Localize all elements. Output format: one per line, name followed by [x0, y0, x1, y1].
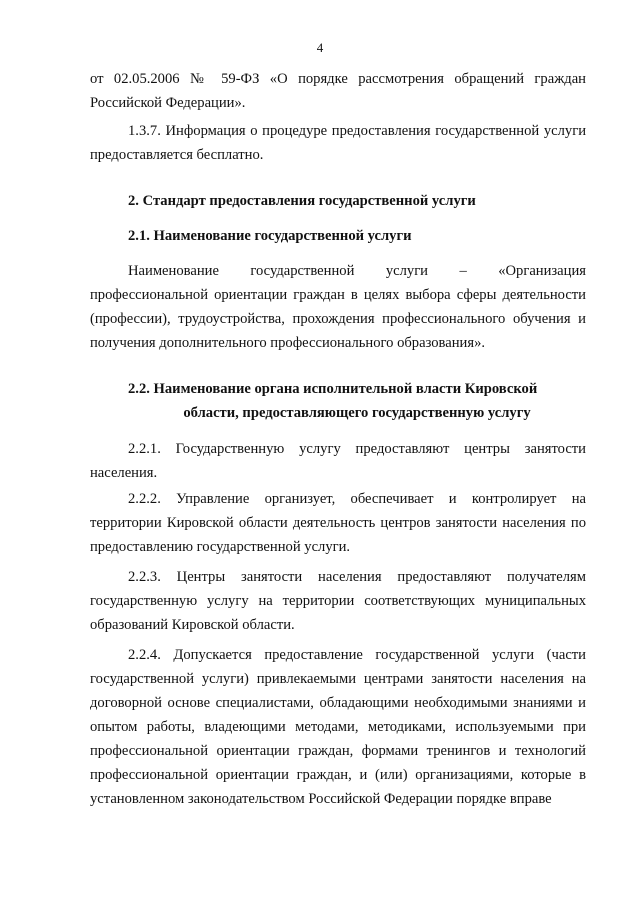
- paragraph-1-3-7: [90, 119, 586, 167]
- heading-text: 2. Стандарт предоставления государственной услуги: [128, 193, 476, 209]
- heading-line-1: 2.2. Наименование органа исполнительной власти Кировской: [128, 381, 538, 397]
- paragraph-text: Наименование государственной услуги – «Организация профессиональной ориентации граждан в целях выбора сферы деятельности (профессии), трудоустройства, прохождения профессионального обучения и получения дополнительного профессионального образования».: [90, 263, 586, 351]
- paragraph-continuation: [90, 67, 586, 115]
- paragraph-2-2-1: [90, 437, 586, 485]
- paragraph-2-1: [90, 259, 586, 355]
- page-number: 4: [316, 40, 324, 55]
- paragraph-2-2-4: [90, 643, 586, 811]
- section-heading-2-1: [90, 224, 586, 248]
- paragraph-text: 2.2.1. Государственную услугу предоставляют центры занятости населения.: [90, 441, 586, 481]
- paragraph-text: от 02.05.2006 № 59-ФЗ «О порядке рассмотрения обращений граждан Российской Федерации».: [90, 71, 586, 111]
- section-heading-2: [90, 189, 586, 213]
- paragraph-text: 2.2.3. Центры занятости населения предоставляют получателям государственную услугу на территории соответствующих муниципальных образований Кировской области.: [90, 569, 586, 633]
- paragraph-2-2-2: [90, 487, 586, 559]
- heading-text: 2.1. Наименование государственной услуги: [128, 228, 412, 244]
- paragraph-text: 1.3.7. Информация о процедуре предоставления государственной услуги предоставляется бесплатно.: [90, 123, 586, 163]
- paragraph-text: 2.2.2. Управление организует, обеспечивает и контролирует на территории Кировской области деятельность центров занятости населения по предоставлению государственной услуги.: [90, 491, 586, 555]
- paragraph-2-2-3: [90, 565, 586, 637]
- heading-line-2: области, предоставляющего государственную услугу: [183, 405, 531, 421]
- paragraph-text: 2.2.4. Допускается предоставление государственной услуги (части государственной услуги) привлекаемыми центрами занятости населения на договорной основе специалистами, обладающими необходимыми знаниями и опытом работы, владеющими методами, методиками, используемыми при профессиональной ориентации граждан, формами тренингов и технологий профессиональной ориентации граждан, и (или) организациями, которые в установленном законодательством Российской Федерации порядке вправе: [90, 647, 586, 807]
- section-heading-2-2: [90, 377, 586, 425]
